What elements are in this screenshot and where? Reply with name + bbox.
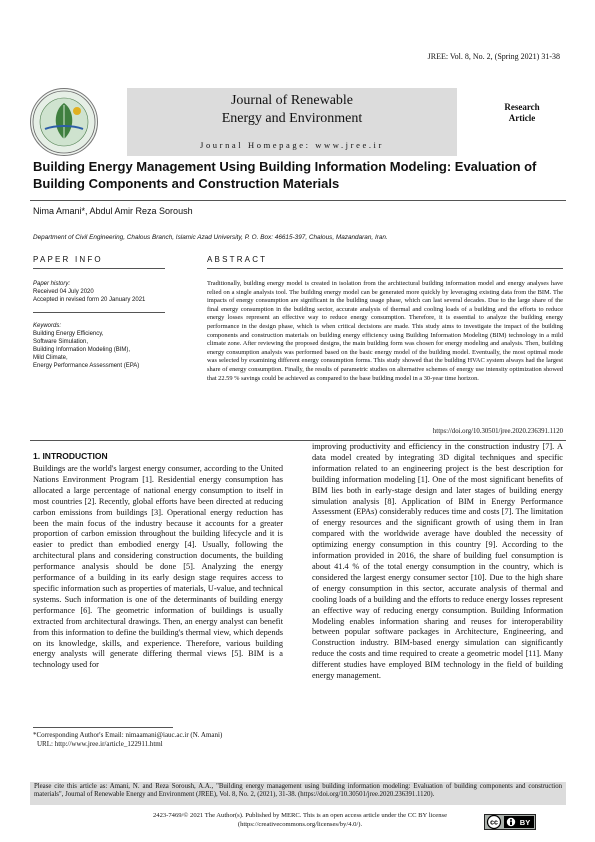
article-url[interactable]: URL: http://www.jree.ir/article_122911.html — [37, 740, 163, 748]
abstract-heading: ABSTRACT — [207, 255, 268, 264]
doi-rule — [30, 440, 566, 441]
paper-history-label: Paper history: — [33, 281, 71, 287]
section-heading-introduction: 1. INTRODUCTION — [33, 451, 108, 461]
received-date: Received 04 July 2020 — [33, 289, 94, 295]
keyword-item: Building Information Modeling (BIM), — [33, 347, 131, 353]
abstract-rule — [207, 268, 563, 269]
history-rule — [33, 312, 165, 313]
cc-badge-text: cc — [490, 819, 498, 827]
footnote — [33, 731, 293, 749]
footnote-rule — [33, 727, 173, 728]
accepted-date: Accepted in revised form 20 January 2021 — [33, 297, 146, 303]
paper-history — [33, 280, 193, 304]
article-type — [488, 102, 556, 124]
paper-info-heading: PAPER INFO — [33, 255, 103, 264]
creative-commons-icon — [484, 814, 536, 830]
license-line1: 2423-7469/© 2021 The Author(s). Published by MERC. This is an open access article under the CC BY license — [152, 812, 448, 819]
article-type-line1: Research — [504, 102, 540, 112]
paper-info-rule — [33, 268, 165, 269]
license-text — [140, 812, 460, 829]
license-link[interactable]: (https://creativecommons.org/licenses/by/4.0/). — [237, 820, 363, 828]
keywords-label: Keywords: — [33, 323, 62, 329]
abstract-text: Traditionally, building energy model is created in isolation from the architectural building information model and energy analyses have relied on a single analysis tool. The building energy model can be generated more quickly by leveraging existing data from the BIM. The impacts of energy consumption are significant in the building usage phase, which can last several decades. Due to the large share of the final energy consumption in the building sector, accurate analysis of thermal and cooling loads of a building and the efforts to reduce energy losses represent an effective way to reduce energy consumption. Therefore, it is essential to analyze the building energy performance in the design phase, which is when critical decisions are made. This study aims to investigate the impact of the building components and construction materials on building energy efficiency using Building Information Modeling (BIM) technology in a mild climate zone. After reviewing the proposed designs, the main building form was chosen for energy modeling and analysis. Then, building energy consumption analysis was performed based on the basic energy model of the building model. Eventually, the most optimal mode was selected by examining different energy consumption forms. This study showed that the building HVAC system always had the largest share of energy consumption. Finally, the results of parametric studies on alternative schemes of energy use intensity optimization showed that 22.59 % savings could be achieved as compared to the base building model in a 30-year time horizon. — [207, 280, 563, 382]
journal-name-line1: Journal of Renewable — [230, 93, 354, 108]
journal-homepage[interactable]: Journal Homepage: www.jree.ir — [200, 140, 384, 150]
citation-box: Please cite this article as: Amani, N. and Reza Soroush, A.A., "Building energy management using building information modeling: Evaluation of building components and construction materials", Journal of Renewable Energy and Environment (JREE), Vol. 8, No. 2, (2021), 31-38. (https://doi.org/10.30501/jree.2020.236391.1120). — [30, 782, 566, 805]
cc-by-license-badge[interactable] — [484, 814, 536, 830]
affiliation: Department of Civil Engineering, Chalous Branch, Islamic Azad University, P. O. Box: 46615-397, Chalous, Mazandaran, Iran. — [33, 234, 388, 241]
title-rule — [30, 200, 566, 201]
paper-title: Building Energy Management Using Building Information Modeling: Evaluation of Building Components and Construction Materials — [33, 159, 537, 191]
keyword-item: Energy Performance Assessment (EPA) — [33, 363, 140, 369]
keywords-block — [33, 322, 198, 370]
authors: Nima Amani*, Abdul Amir Reza Soroush — [33, 206, 193, 216]
by-badge-text: BY — [519, 818, 531, 827]
keyword-item: Software Simulation, — [33, 339, 89, 345]
keyword-item: Mild Climate, — [33, 355, 68, 361]
corresponding-email[interactable]: *Corresponding Author's Email: nimaamani@iauc.ac.ir (N. Amani) — [33, 731, 223, 739]
body-column-right: improving productivity and efficiency in the construction industry [7]. A data model created by integrating 3D digital techniques and specific information related to an engineering project is the best description for building information modeling [1]. One of the most significant benefits of BIM lies both in early-stage design and later stages of building energy simulation analysis [8]. Application of BIM in Energy Performance Assessment (EPAs) considerably reduces time and costs [7]. The limitation of energy resources and the significant growth of using them in Iran compared with the worldwide average have doubled the necessity of optimizing energy consumption in this country [9]. According to the information provided in 2016, the share of building fuel consumption is about 41.4 % of the total energy consumption in the country, which is considered the largest energy consumer sector [10]. Due to the high share of energy consumption in this sector, accurate analysis of thermal and cooling loads of a building and the efforts to reduce energy losses represent an effective way of reducing energy consumption. Building Information Modeling enables information sharing and reuses for interoperability between popular software packages in Architecture, Engineering, and Construction industry. BIM-based energy simulation can significantly reduce the costs and time required to create a geometric model [11]. Many different studies have employed BIM technology in the field of building energy management. — [312, 442, 563, 681]
keyword-item: Building Energy Efficiency, — [33, 331, 104, 337]
journal-reference: JREE: Vol. 8, No. 2, (Spring 2021) 31-38 — [427, 52, 560, 61]
journal-banner — [127, 88, 457, 156]
article-type-line2: Article — [508, 113, 536, 123]
journal-logo — [30, 88, 98, 156]
leaf-globe-icon — [31, 89, 97, 155]
body-column-left: Buildings are the world's largest energy consumer, according to the United Nations Environment Program [1]. Residential energy consumption has allocated a large percentage of national energy consumption to itself in most countries [2]. Recently, global efforts have been directed at reducing carbon emissions from buildings [3]. Operational energy reduction has been the main focus of the industry because it accounts for a greater proportion of carbon emission throughout the building lifecycle and it is easier to predict than embodied energy [4]. Usually, following the architectural plans and considering construction documents, the building performance analysis should be done [5]. Analyzing the energy performance of a building in its early design stage requires access to specific information such as properties of materials, U-value, and technical systems. Such information is one of the determinants of building energy performance [6]. The geometric information of buildings is usually extracted from architectural drawings. Then, an energy analyst can benefit from this information to define the building's thermal view, which depends on its knowledge, skills, and experience. Therefore, various building energy analysts will generate differing thermal views [5]. BIM is a technology used for — [33, 464, 283, 670]
doi-link[interactable]: https://doi.org/10.30501/jree.2020.236391.1120 — [432, 428, 563, 435]
journal-name-line2: Energy and Environment — [221, 111, 363, 126]
